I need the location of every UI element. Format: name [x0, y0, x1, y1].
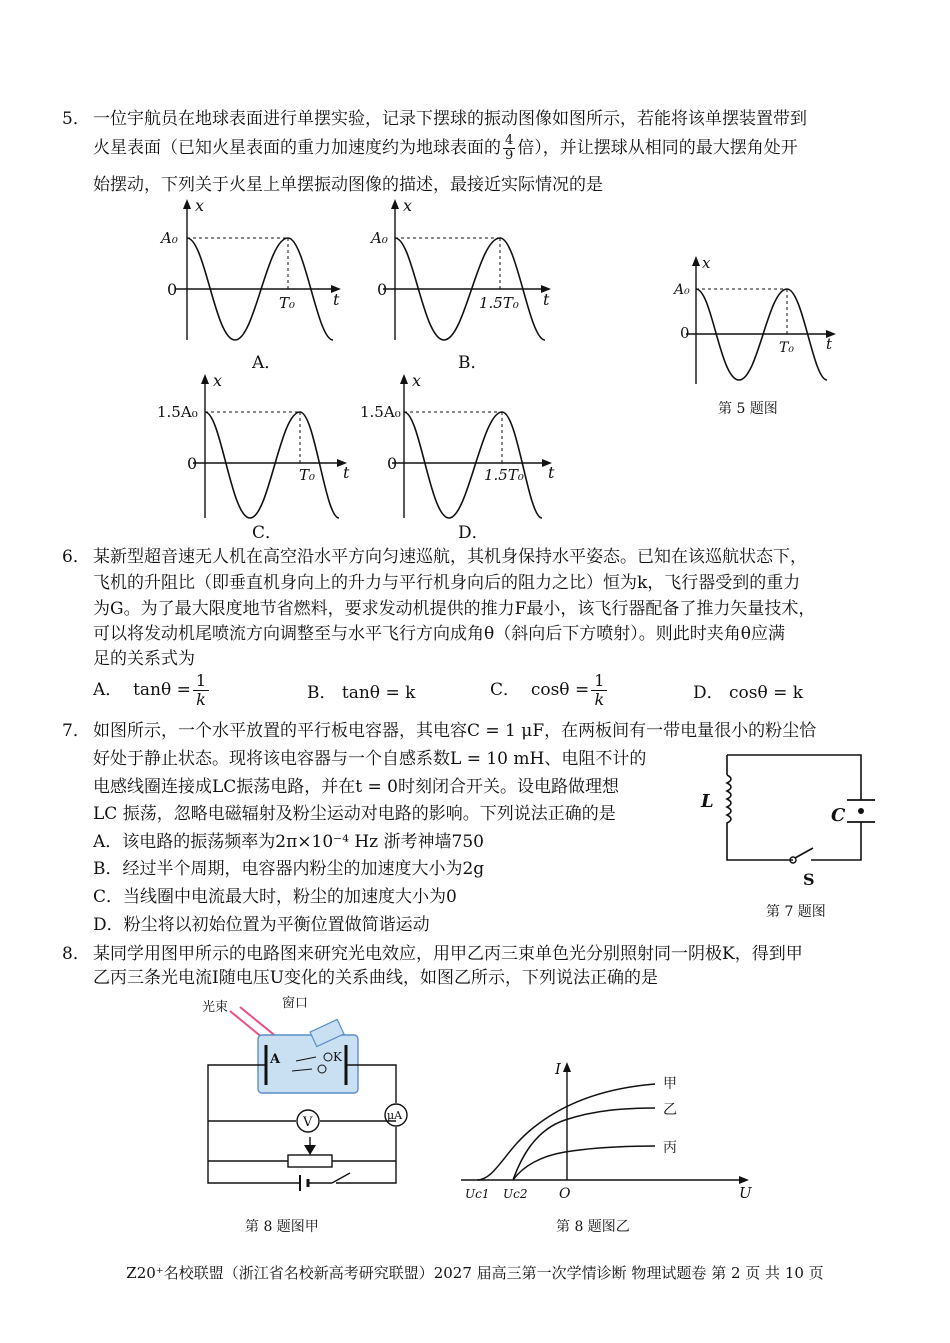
window-label: 窗口: [282, 996, 309, 1011]
figure-8b-caption: 第 8 题图乙: [556, 1219, 630, 1235]
question-7-line-4: LC 振荡，忽略电磁辐射及粉尘运动对电路的影响。下列说法正确的是: [93, 804, 616, 824]
question-6-line-1: 某新型超音速无人机在高空沿水平方向匀速巡航，其机身保持水平姿态。已知在该巡航状态下，: [93, 547, 807, 567]
microammeter-label: μA: [387, 1109, 403, 1122]
current-axis-label: I: [555, 1060, 561, 1078]
option-expression: cosθ =: [530, 680, 590, 700]
question-6-number: 6．: [62, 547, 90, 567]
amplitude-label: A₀: [674, 282, 690, 298]
graph-option-b: [365, 195, 565, 345]
curve-yi-label: 乙: [663, 1102, 677, 1118]
figure-7-caption: 第 7 题图: [766, 904, 826, 920]
q6-option-c: [490, 672, 609, 709]
page-footer: Z20⁺名校联盟（浙江省名校新高考研究联盟）2027 届高三第一次学情诊断 物理试题卷 第 2 页 共 10 页: [126, 1264, 824, 1282]
fraction-numerator: 1: [193, 672, 209, 691]
option-fraction: [591, 672, 607, 709]
t-axis-label: t: [343, 463, 350, 482]
iu-curve-graph: [455, 1058, 760, 1203]
voltage-axis-label: U: [739, 1184, 752, 1202]
lc-circuit-diagram: [695, 745, 875, 890]
q7-option-b: B．经过半个周期，电容器内粉尘的加速度大小为2g: [93, 859, 485, 879]
q7-option-c: C．当线圈中电流最大时，粉尘的加速度大小为0: [93, 887, 457, 907]
option-b-label: B．: [458, 353, 488, 373]
origin-label: 0: [387, 454, 398, 473]
option-fraction: [193, 672, 209, 709]
question-6-line-2: 飞机的升阻比（即垂直机身向上的升力与平行机身向后的阻力之比）恒为k，飞行器受到的重力: [93, 573, 801, 593]
graph-option-c: [155, 370, 355, 520]
amplitude-label: A₀: [161, 229, 178, 247]
t-axis-label: t: [548, 463, 555, 482]
period-label: 1.5T₀: [479, 294, 519, 312]
figure-5-caption: 第 5 题图: [718, 401, 778, 417]
question-5-line-2b: 倍），并让摆球从相同的最大摆角处开: [517, 138, 798, 158]
period-label: T₀: [779, 340, 794, 356]
origin-label: O: [559, 1186, 571, 1202]
x-axis-label: x: [213, 371, 223, 390]
fraction-denominator: k: [196, 690, 206, 709]
curve-bing-label: 丙: [663, 1140, 677, 1156]
question-7-line-2: 好处于静止状态。现将该电容器与一个自感系数L = 10 mH、电阻不计的: [93, 749, 647, 769]
q6-option-a: [93, 672, 211, 709]
period-label: 1.5T₀: [484, 466, 524, 484]
question-6-line-5: 足的关系式为: [93, 649, 195, 669]
option-label: A．: [93, 680, 123, 700]
amplitude-label: 1.5A₀: [157, 403, 198, 421]
question-7-line-3: 电感线圈连接成LC振荡电路，并在t = 0时刻闭合开关。设电路做理想: [93, 777, 619, 797]
x-axis-label: x: [195, 196, 205, 215]
x-axis-label: x: [403, 196, 413, 215]
question-8-line-2: 乙丙三条光电流I随电压U变化的关系曲线，如图乙所示，下列说法正确的是: [93, 968, 659, 988]
capacitor-label: C: [831, 805, 846, 826]
question-6-line-4: 可以将发动机尾喷流方向调整至与水平飞行方向成角θ（斜向后下方喷射）。则此时夹角θ应满: [93, 624, 785, 644]
figure-8a-caption: 第 8 题图甲: [245, 1219, 319, 1235]
option-d-label: D．: [458, 523, 489, 543]
question-5-line-3: 始摆动，下列关于火星上单摆振动图像的描述，最接近实际情况的是: [93, 175, 603, 195]
option-label: C．: [490, 680, 521, 700]
curve-jia-label: 甲: [663, 1076, 677, 1092]
cathode-label: K: [333, 1050, 342, 1064]
fraction-denominator: 9: [505, 148, 514, 163]
t-axis-label: t: [543, 290, 550, 309]
x-axis-label: x: [702, 254, 711, 272]
origin-label: 0: [167, 280, 178, 299]
q6-option-d: D． cosθ = k: [693, 683, 804, 703]
voltmeter-label: V: [303, 1115, 313, 1130]
uc1-label: Uc1: [465, 1187, 490, 1201]
amplitude-label: A₀: [371, 229, 388, 247]
q7-option-d: D．粉尘将以初始位置为平衡位置做简谐运动: [93, 915, 430, 935]
question-5-line-1: 一位宇航员在地球表面进行单摆实验，记录下摆球的振动图像如图所示，若能将该单摆装置带到: [93, 109, 807, 129]
light-beam-label: 光束: [202, 1000, 229, 1015]
question-8-number: 8．: [62, 944, 90, 964]
period-label: T₀: [279, 294, 296, 312]
switch-label: S: [803, 870, 815, 889]
question-5-line-2: [93, 134, 798, 163]
q6-option-b: B． tanθ = k: [307, 683, 416, 703]
inductor-label: L: [701, 791, 714, 812]
t-axis-label: t: [826, 335, 833, 353]
t-axis-label: t: [333, 290, 340, 309]
graph-option-a: [155, 195, 355, 345]
amplitude-label: 1.5A₀: [360, 403, 401, 421]
period-label: T₀: [299, 466, 316, 484]
question-5-number: 5．: [62, 109, 90, 129]
fraction-numerator: 1: [591, 672, 607, 691]
photoelectric-circuit-diagram: [200, 995, 420, 1210]
question-8-line-1: 某同学用图甲所示的电路图来研究光电效应，用甲乙丙三束单色光分别照射同一阴极K，得到甲: [93, 944, 803, 964]
ratio-fraction: [503, 134, 515, 163]
origin-label: 0: [377, 280, 388, 299]
origin-label: 0: [680, 324, 690, 342]
question-7-number: 7．: [62, 721, 90, 741]
option-a-label: A．: [252, 353, 282, 373]
option-expression: tanθ =: [133, 680, 191, 700]
option-c-label: C．: [252, 523, 283, 543]
question-7-line-1: 如图所示，一个水平放置的平行板电容器，其电容C = 1 μF，在两板间有一带电量很小的粉尘恰: [93, 721, 817, 741]
question-5-line-2a: 火星表面（已知火星表面的重力加速度约为地球表面的: [93, 138, 501, 158]
graph-option-d: [360, 370, 565, 520]
uc2-label: Uc2: [503, 1187, 528, 1201]
graph-reference: [672, 252, 852, 387]
question-6-line-3: 为G。为了最大限度地节省燃料，要求发动机提供的推力F最小，该飞行器配备了推力矢量技术，: [93, 599, 816, 619]
fraction-denominator: k: [594, 690, 605, 709]
fraction-numerator: 4: [505, 133, 514, 148]
origin-label: 0: [187, 454, 198, 473]
anode-label: A: [270, 1052, 281, 1067]
x-axis-label: x: [412, 371, 422, 390]
q7-option-a: A．该电路的振荡频率为2π×10⁻⁴ Hz 浙考神墙750: [93, 832, 484, 852]
